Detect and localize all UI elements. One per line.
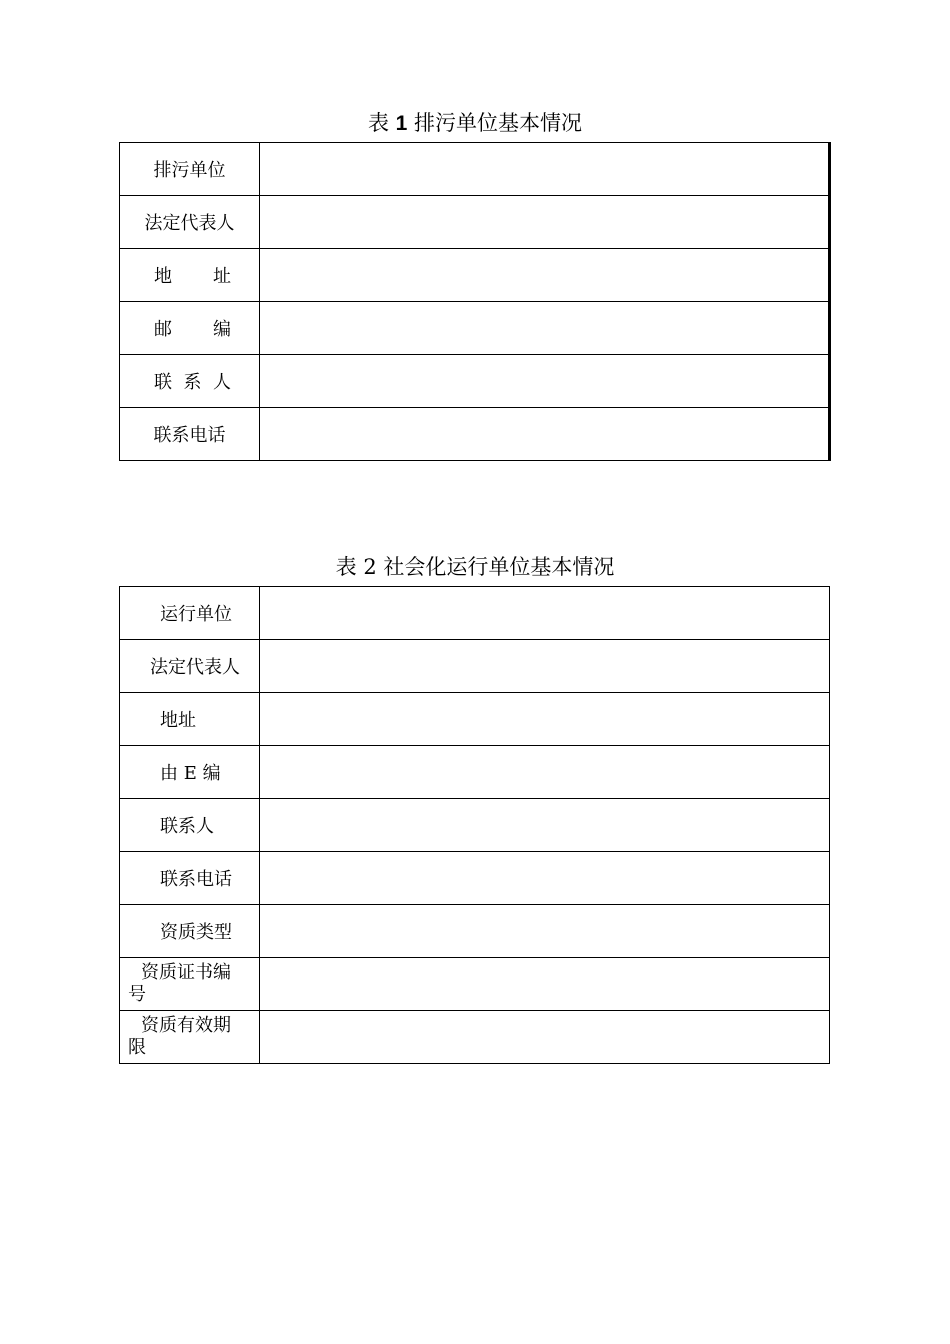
table1-caption-title: 排污单位基本情况 <box>414 111 583 135</box>
value-cell-address[interactable] <box>260 693 830 746</box>
value-cell-legal-rep[interactable] <box>260 196 830 249</box>
table-row <box>120 799 830 852</box>
value-cell-phone[interactable] <box>260 408 830 461</box>
value-cell-unit-name[interactable] <box>260 143 830 196</box>
value-cell-certificate-number[interactable] <box>260 958 830 1011</box>
label-cell: 联系电话 <box>120 408 260 461</box>
value-cell-contact[interactable] <box>260 799 830 852</box>
pollutant-unit-table <box>119 142 831 461</box>
value-cell-legal-rep[interactable] <box>260 640 830 693</box>
operator-unit-table <box>119 586 830 1064</box>
label-cell: 法定代表人 <box>120 640 260 693</box>
value-cell-qualification-type[interactable] <box>260 905 830 958</box>
label-cell: 联系电话 <box>120 852 260 905</box>
label-cell: 地址 <box>120 693 260 746</box>
table2-caption: 表 2 社会化运行单位基本情况 <box>335 555 615 579</box>
table-row <box>120 1011 830 1064</box>
table-row <box>120 958 830 1011</box>
value-cell-phone[interactable] <box>260 852 830 905</box>
table-row <box>120 640 830 693</box>
table-row <box>120 408 830 461</box>
table-row <box>120 852 830 905</box>
label-cell: 资质有效期 限 <box>120 1011 260 1064</box>
label-cell: 地 址 <box>120 249 260 302</box>
table-row <box>120 905 830 958</box>
value-cell-postcode[interactable] <box>260 746 830 799</box>
value-cell-address[interactable] <box>260 249 830 302</box>
label-cell: 资质类型 <box>120 905 260 958</box>
label-cell: 排污单位 <box>120 143 260 196</box>
table1-caption-prefix: 表 <box>367 111 389 135</box>
table-row <box>120 196 830 249</box>
table-row <box>120 302 830 355</box>
label-cell: 法定代表人 <box>120 196 260 249</box>
value-cell-contact[interactable] <box>260 355 830 408</box>
table-row <box>120 249 830 302</box>
value-cell-validity-period[interactable] <box>260 1011 830 1064</box>
label-cell: 联 系 人 <box>120 355 260 408</box>
label-cell: 资质证书编 号 <box>120 958 260 1011</box>
table-row <box>120 143 830 196</box>
label-cell: 联系人 <box>120 799 260 852</box>
label-cell: 由 E 编 <box>120 746 260 799</box>
table1-caption-number: 1 <box>395 112 408 135</box>
table-row <box>120 355 830 408</box>
label-cell: 邮 编 <box>120 302 260 355</box>
value-cell-operator-name[interactable] <box>260 587 830 640</box>
label-cell: 运行单位 <box>120 587 260 640</box>
table-row <box>120 587 830 640</box>
value-cell-postcode[interactable] <box>260 302 830 355</box>
table-row <box>120 746 830 799</box>
table1-caption <box>0 109 950 138</box>
table-row <box>120 693 830 746</box>
